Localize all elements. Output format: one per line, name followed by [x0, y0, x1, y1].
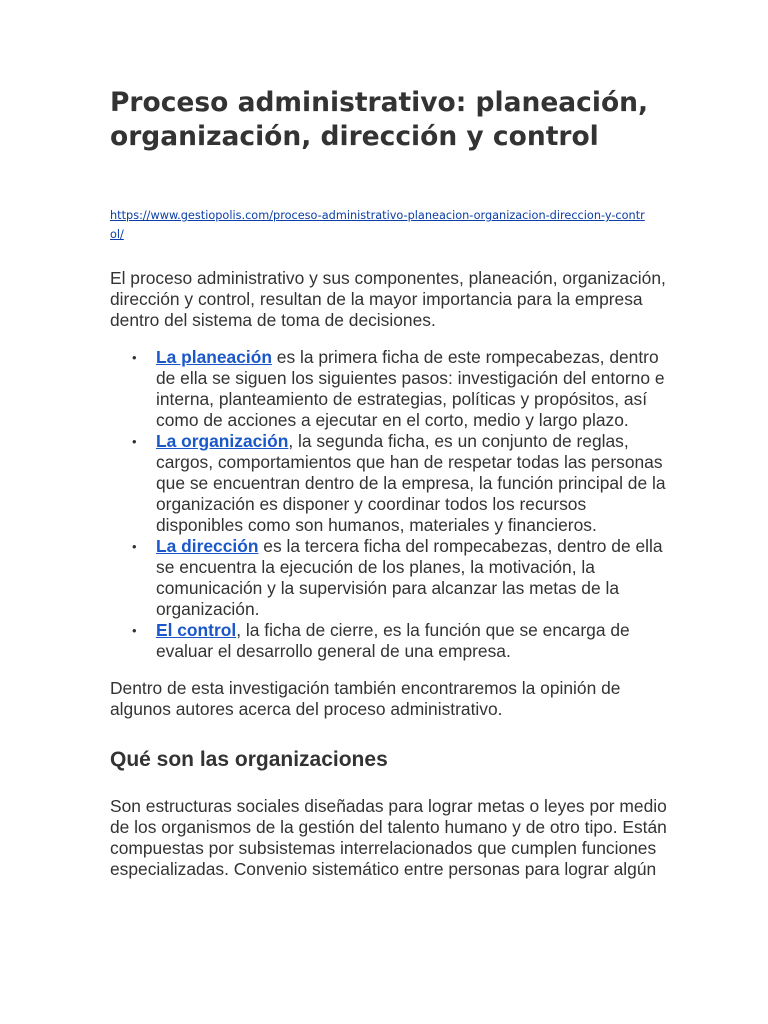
list-item-text: es la tercera ficha del rompecabezas, dentro de ella se encuentra la ejecución de los planes, la motivación, la comunicación y la supervisión para alcanzar las metas de la organización. [156, 536, 663, 619]
section-heading: Qué son las organizaciones [110, 748, 388, 771]
list-item [110, 347, 670, 431]
list-item [110, 620, 670, 662]
source-link[interactable]: https://www.gestiopolis.com/proceso-administrativo-planeacion-organizacion-direccion-y-control/ [110, 209, 645, 241]
term-link-organizacion[interactable]: La organización [156, 431, 289, 451]
list-item-text: es la primera ficha de este rompecabezas, dentro de ella se siguen los siguientes pasos: investigación del entorno e interna, planteamiento de estrategias, políticas y propósitos, así como de acciones a ejecutar en el corto, medio y largo plazo. [156, 347, 665, 430]
bullet-icon: • [132, 350, 137, 365]
list-item-text: , la segunda ficha, es un conjunto de reglas, cargos, comportamientos que han de respetar todas las personas que se encuentran dentro de la empresa, la función principal de la organización es disponer y coordinar todos los recursos disponibles como son humanos, materiales y financieros. [156, 431, 666, 535]
list-item-text: , la ficha de cierre, es la función que se encarga de evaluar el desarrollo general de una empresa. [156, 620, 630, 661]
bullet-icon: • [132, 623, 137, 638]
document-page [110, 86, 670, 880]
intro-paragraph: El proceso administrativo y sus componentes, planeación, organización, dirección y control, resultan de la mayor importancia para la empresa dentro del sistema de toma de decisiones. [110, 268, 666, 330]
bullet-icon: • [132, 434, 137, 449]
list-item [110, 536, 670, 620]
process-steps-list [110, 347, 670, 662]
page-title: Proceso administrativo: planeación, organización, dirección y control [110, 87, 649, 152]
term-link-direccion[interactable]: La dirección [156, 536, 259, 556]
section-paragraph: Son estructuras sociales diseñadas para lograr metas o leyes por medio de los organismos de la gestión del talento humano y de otro tipo. Están compuestas por subsistemas interrelacionados que cumplen funciones especializadas. Convenio sistemático entre personas para lograr algún [110, 796, 667, 879]
term-link-control[interactable]: El control [156, 620, 237, 640]
list-item [110, 431, 670, 536]
closing-paragraph: Dentro de esta investigación también encontraremos la opinión de algunos autores acerca del proceso administrativo. [110, 678, 621, 719]
bullet-icon: • [132, 539, 137, 554]
term-link-planeacion[interactable]: La planeación [156, 347, 272, 367]
